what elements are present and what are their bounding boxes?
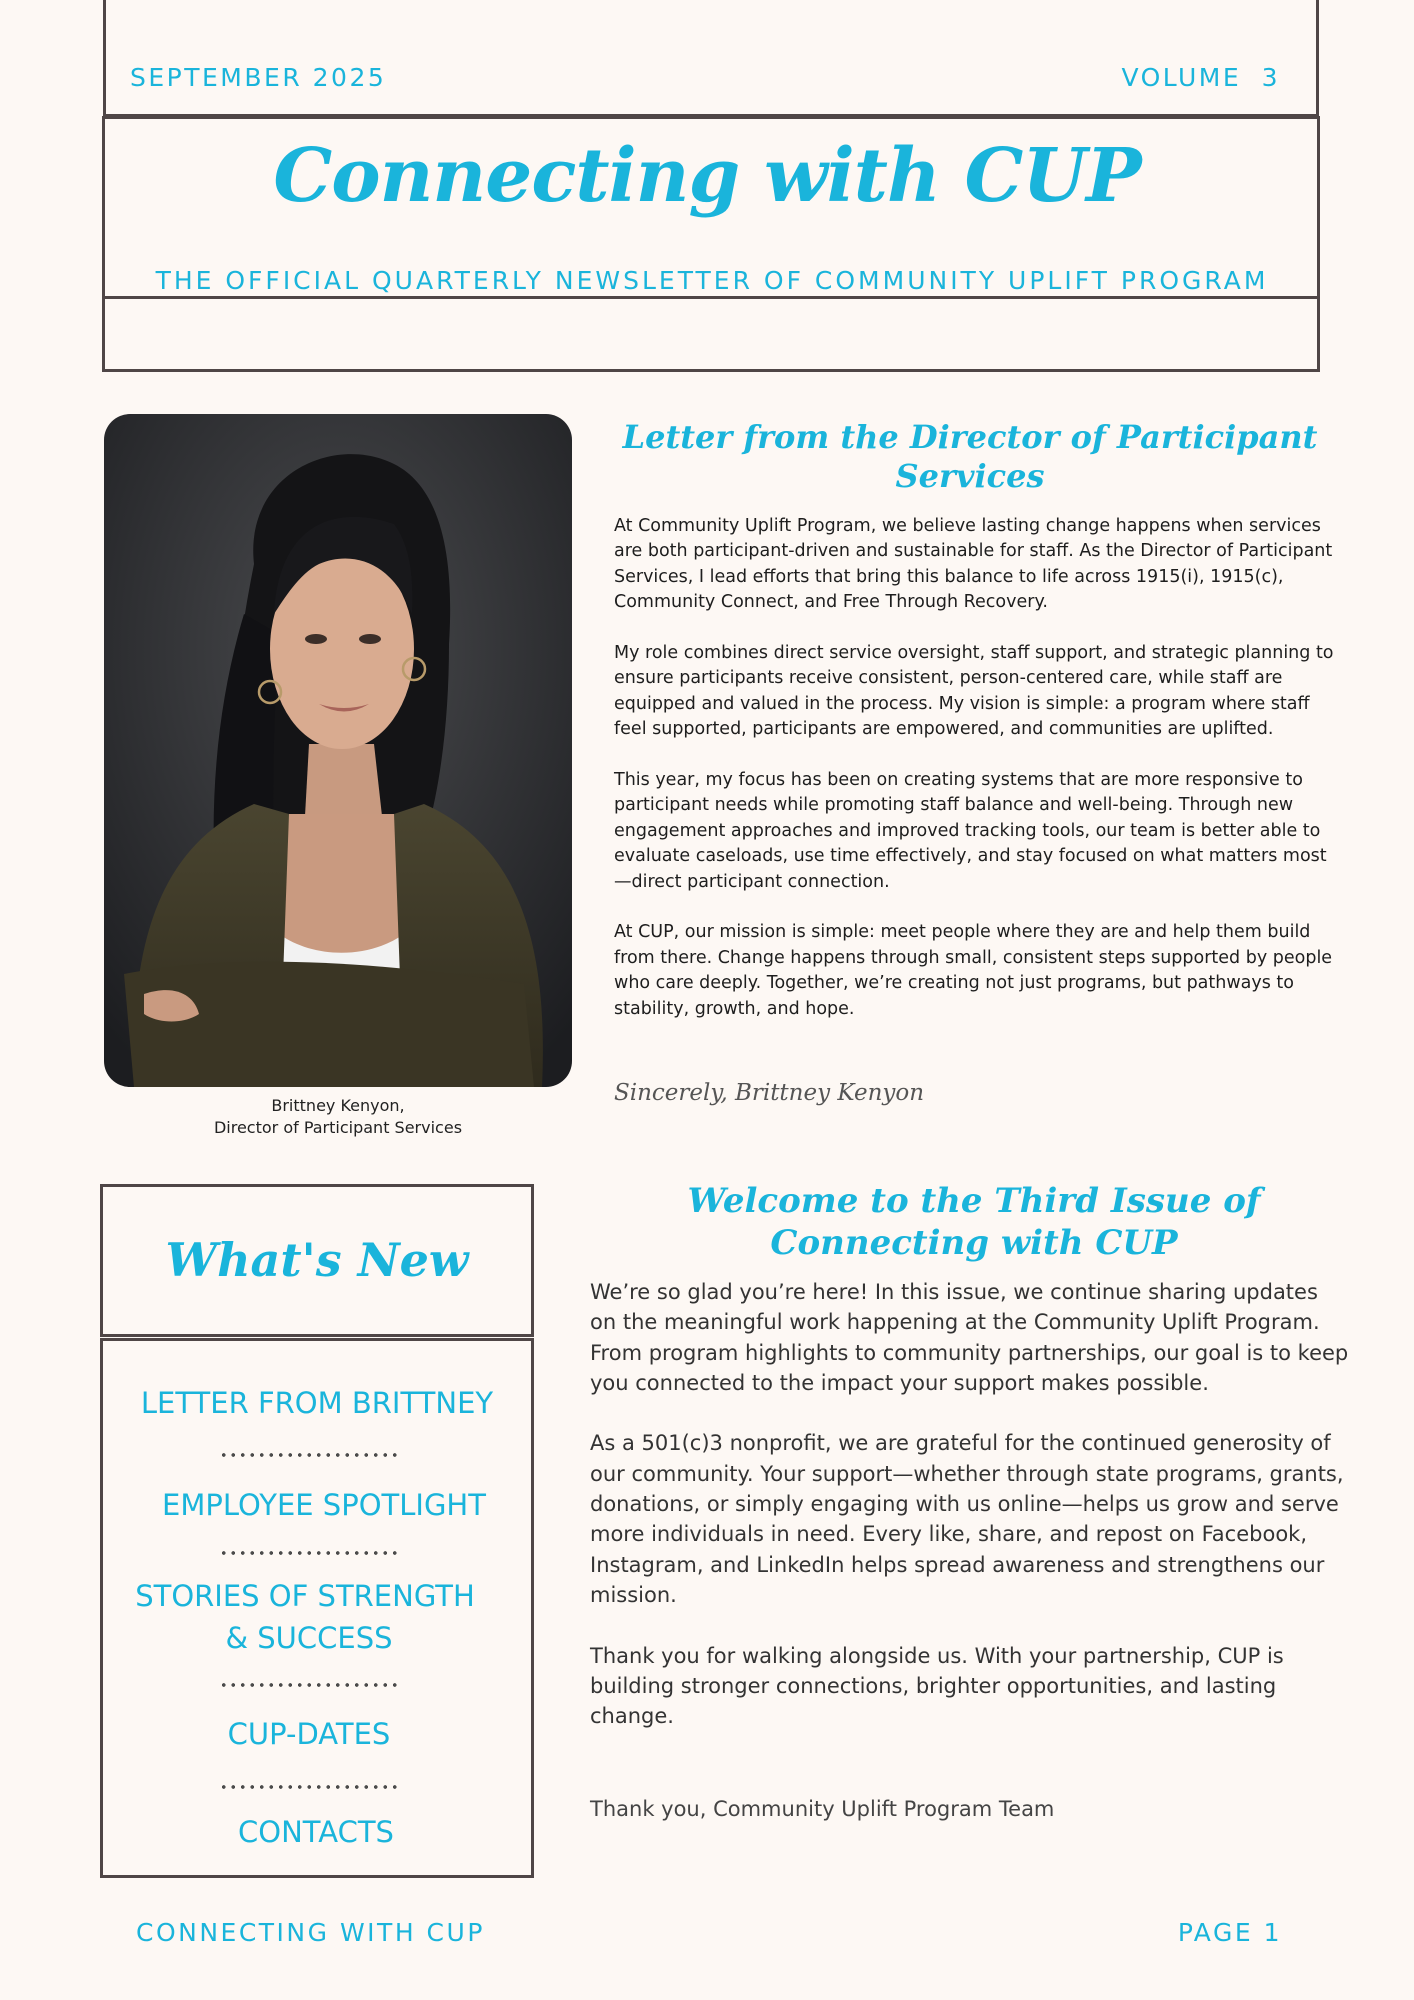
- whats-new-title: What's New: [165, 1233, 469, 1287]
- page-number: PAGE 1: [1177, 1918, 1282, 1947]
- toc-item-cup-dates[interactable]: CUP-DATES: [227, 1717, 391, 1751]
- letter-heading: Letter from the Director of Participant Services: [622, 418, 1318, 495]
- toc-item-contacts[interactable]: CONTACTS: [238, 1815, 394, 1849]
- welcome-paragraph: Thank you for walking alongside us. With your partnership, CUP is building stronger connections, brighter opportunities, and lasting change.: [590, 1643, 1284, 1729]
- welcome-paragraph: We’re so glad you’re here! In this issue, we continue sharing updates on the meaningful work happening at the Community Uplift Program. From program highlights to community partnerships, our goal is to keep you connected to the impact your support makes possible.: [590, 1280, 1349, 1395]
- letter-paragraph: At Community Uplift Program, we believe lasting change happens when services are both participant-driven and sustainable for staff. As the Director of Participant Services, I lead efforts that bring this balance to life across 1915(i), 1915(c), Community Connect, and Free Through Recovery.: [614, 516, 1333, 613]
- portrait-caption: [104, 1095, 572, 1139]
- toc-item-stories-line2[interactable]: & SUCCESS: [225, 1621, 393, 1655]
- welcome-heading: Welcome to the Third Issue of Connecting with CUP: [687, 1181, 1261, 1263]
- welcome-paragraph: As a 501(c)3 nonprofit, we are grateful for the continued generosity of our community. Your support—whether through state programs, grants, donations, or simply engaging with us online—helps us grow and serve more individuals in need. Every like, share, and repost on Facebook, Instagram, and LinkedIn helps spread awareness and strengthens our mission.: [590, 1431, 1344, 1607]
- newsletter-subtitle: THE OFFICIAL QUARTERLY NEWSLETTER OF COMMUNITY UPLIFT PROGRAM: [155, 266, 1269, 295]
- dotted-divider: [219, 1550, 399, 1556]
- letter-paragraph: This year, my focus has been on creating systems that are more responsive to participant needs while promoting staff balance and well-being. Through new engagement approaches and improved tracking tools, our team is better able to evaluate caseloads, use time effectively, and stay focused on what matters most—direct participant connection.: [614, 770, 1327, 892]
- whats-new-list: [100, 1338, 534, 1878]
- letter-paragraph: My role combines direct service oversight, staff support, and strategic planning to ensure participants receive consistent, person-centered care, while staff are equipped and valued in the process. My vision is simple: a program where staff feel supported, participants are empowered, and communities are uplifted.: [614, 643, 1334, 740]
- toc-item-stories[interactable]: STORIES OF STRENGTH: [135, 1579, 475, 1613]
- toc-item-letter[interactable]: LETTER FROM BRITTNEY: [140, 1386, 494, 1420]
- dotted-divider: [219, 1784, 399, 1790]
- header-frame: [103, 0, 1319, 117]
- issue-volume: VOLUME 3: [1121, 63, 1280, 92]
- issue-date: SEPTEMBER 2025: [130, 63, 387, 92]
- letter-paragraph: At CUP, our mission is simple: meet people where they are and help them build from there. Change happens through small, consistent steps supported by people who care deeply. Together, we’re creating not just programs, but pathways to stability, growth, and hope.: [614, 922, 1333, 1019]
- letter-body: [614, 514, 1338, 1047]
- caption-role: Director of Participant Services: [213, 1118, 463, 1137]
- dotted-divider: [219, 1452, 399, 1458]
- title-frame-lower: [102, 296, 1320, 372]
- footer-title: CONNECTING WITH CUP: [136, 1918, 485, 1947]
- director-signature: Sincerely, Brittney Kenyon: [614, 1080, 925, 1106]
- caption-name: Brittney Kenyon,: [271, 1096, 405, 1115]
- toc-item-employee-spotlight[interactable]: EMPLOYEE SPOTLIGHT: [162, 1488, 486, 1522]
- welcome-body: [590, 1277, 1350, 1762]
- whats-new-header: [100, 1184, 534, 1337]
- dotted-divider: [219, 1682, 399, 1688]
- welcome-sign-off: Thank you, Community Uplift Program Team: [590, 1797, 1055, 1821]
- director-portrait: [104, 414, 572, 1087]
- newsletter-title: Connecting with CUP: [273, 133, 1141, 219]
